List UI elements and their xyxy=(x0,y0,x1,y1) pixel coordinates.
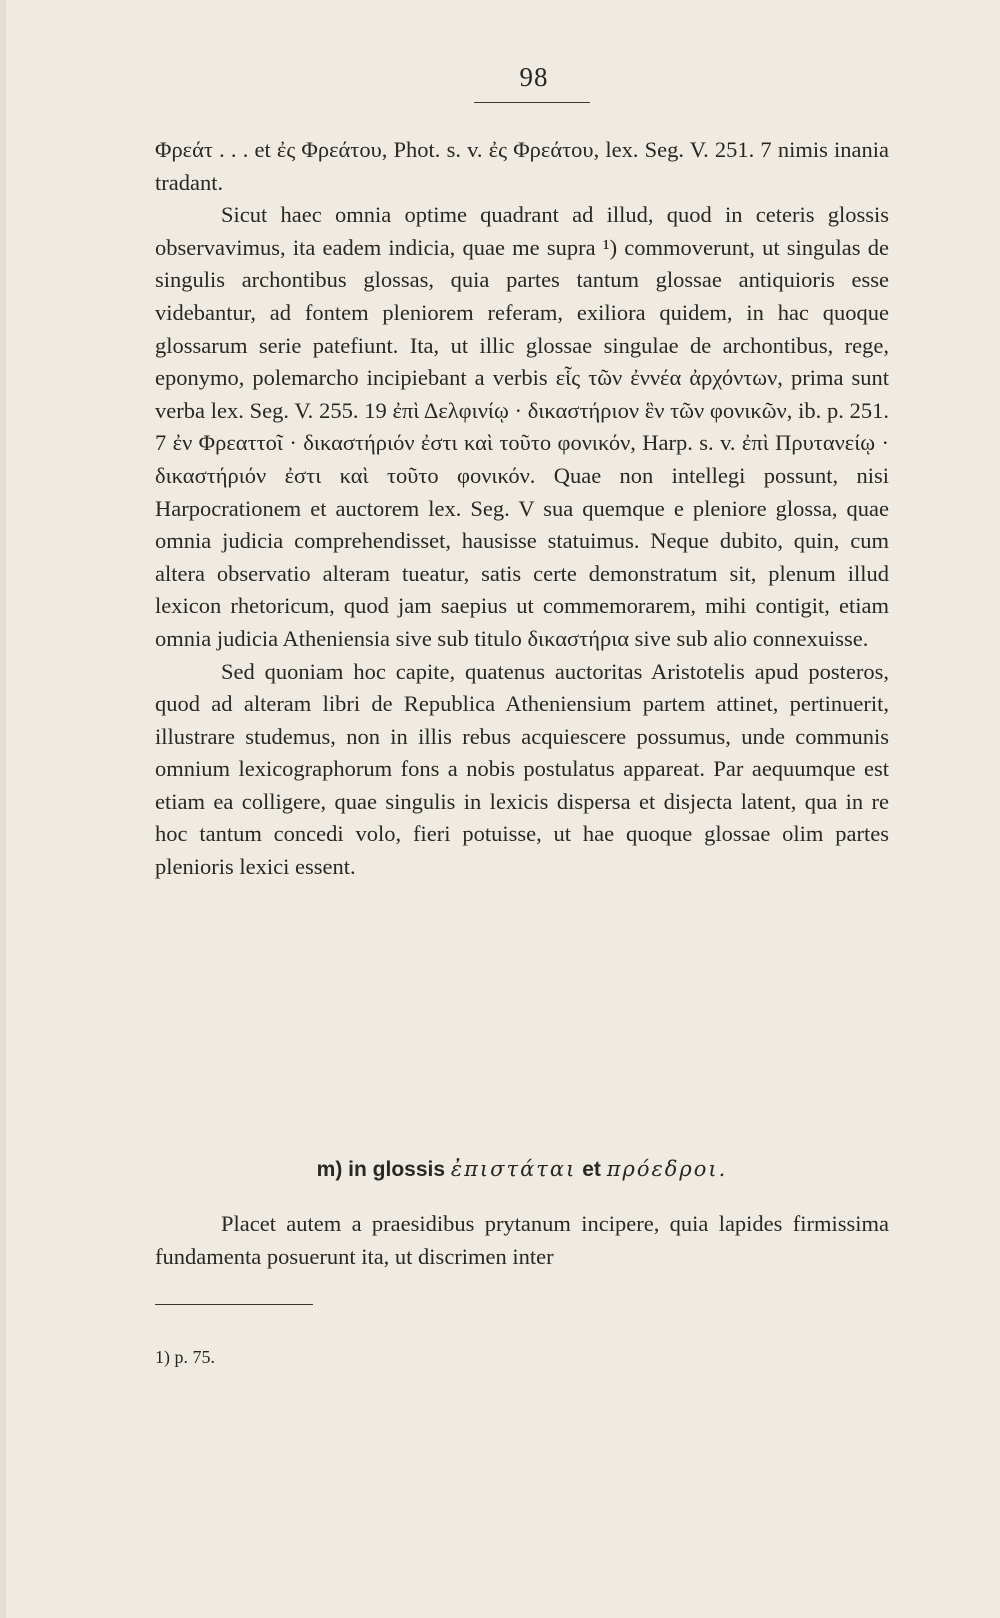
page-number-rule xyxy=(474,102,590,103)
section-body xyxy=(155,1207,889,1273)
paragraph-2: Sicut haec omnia optime quadrant ad illud, quod in ceteris glossis observavimus, ita eadem indicia, quae me supra ¹) commoverunt, ut singulas de singulis archontibus glossas, quia partes tantum glossae antiquioris esse videbantur, ad fontem pleniorem referam, exiliora quidem, in hac quoque glossarum serie patefiunt. Ita, ut illic glossae singulae de archontibus, rege, eponymo, polemarcho incipiebant a verbis εἷς τῶν ἐννέα ἀρχόντων, prima sunt verba lex. Seg. V. 255. 19 ἐπὶ Δελφινίῳ · δικαστήριον ἓν τῶν φονικῶν, ib. p. 251. 7 ἐν Φρεαττοῖ · δικαστήριόν ἐστι καὶ τοῦτο φονικόν, Harp. s. v. ἐπὶ Πρυτανείῳ · δικαστήριόν ἐστι καὶ τοῦτο φονικόν. Quae non intellegi possunt, nisi Harpocrationem et auctorem lex. Seg. V sua quemque e pleniore glossa, quae omnia judicia comprehendisset, hausisse statuimus. Neque dubito, quin, cum altera observatio alteram tueatur, satis certe demonstratum sit, plenum illud lexicon rhetoricum, quod jam saepius ut commemorarem, mihi contigit, etiam omnia judicia Atheniensia sive sub titulo δικαστήρια sive sub alio connexuisse. xyxy=(155,202,889,651)
section-greek-term-1: ἐπιστάται xyxy=(450,1157,577,1181)
footnote: 1) p. 75. xyxy=(155,1347,215,1367)
section-label: m) in glossis xyxy=(316,1158,446,1181)
paragraph-4: Placet autem a praesidibus prytanum incipere, quia lapides firmissima fundamenta posuerunt ita, ut discrimen inter xyxy=(155,1211,889,1269)
page-edge xyxy=(0,0,6,1618)
section-conjunction: et xyxy=(582,1158,601,1181)
section-heading xyxy=(155,1153,889,1186)
paragraph-3: Sed quoniam hoc capite, quatenus auctoritas Aristotelis apud posteros, quod ad alteram libri de Republica Atheniensium partem attinet, pertinuerit, illustrare studemus, non in illis rebus acquiescere possumus, unde communis omnium lexicographorum fons a nobis postulatus appareat. Par aequumque est etiam ea colligere, quae singulis in lexicis dispersa et disjecta latent, qua in re hoc tantum concedi volo, fieri potuisse, ut hae quoque glossae olim partes plenioris lexici essent. xyxy=(155,658,889,880)
page-number: 98 xyxy=(519,62,549,92)
footnote-rule xyxy=(155,1304,313,1305)
section-greek-term-2: πρόεδροι. xyxy=(606,1157,728,1181)
body-text xyxy=(155,134,889,884)
paragraph-1: Φρεάτ . . . et ἐς Φρεάτου, Phot. s. v. ἐς Φρεάτου, lex. Seg. V. 251. 7 nimis inania tradant. xyxy=(155,137,889,195)
